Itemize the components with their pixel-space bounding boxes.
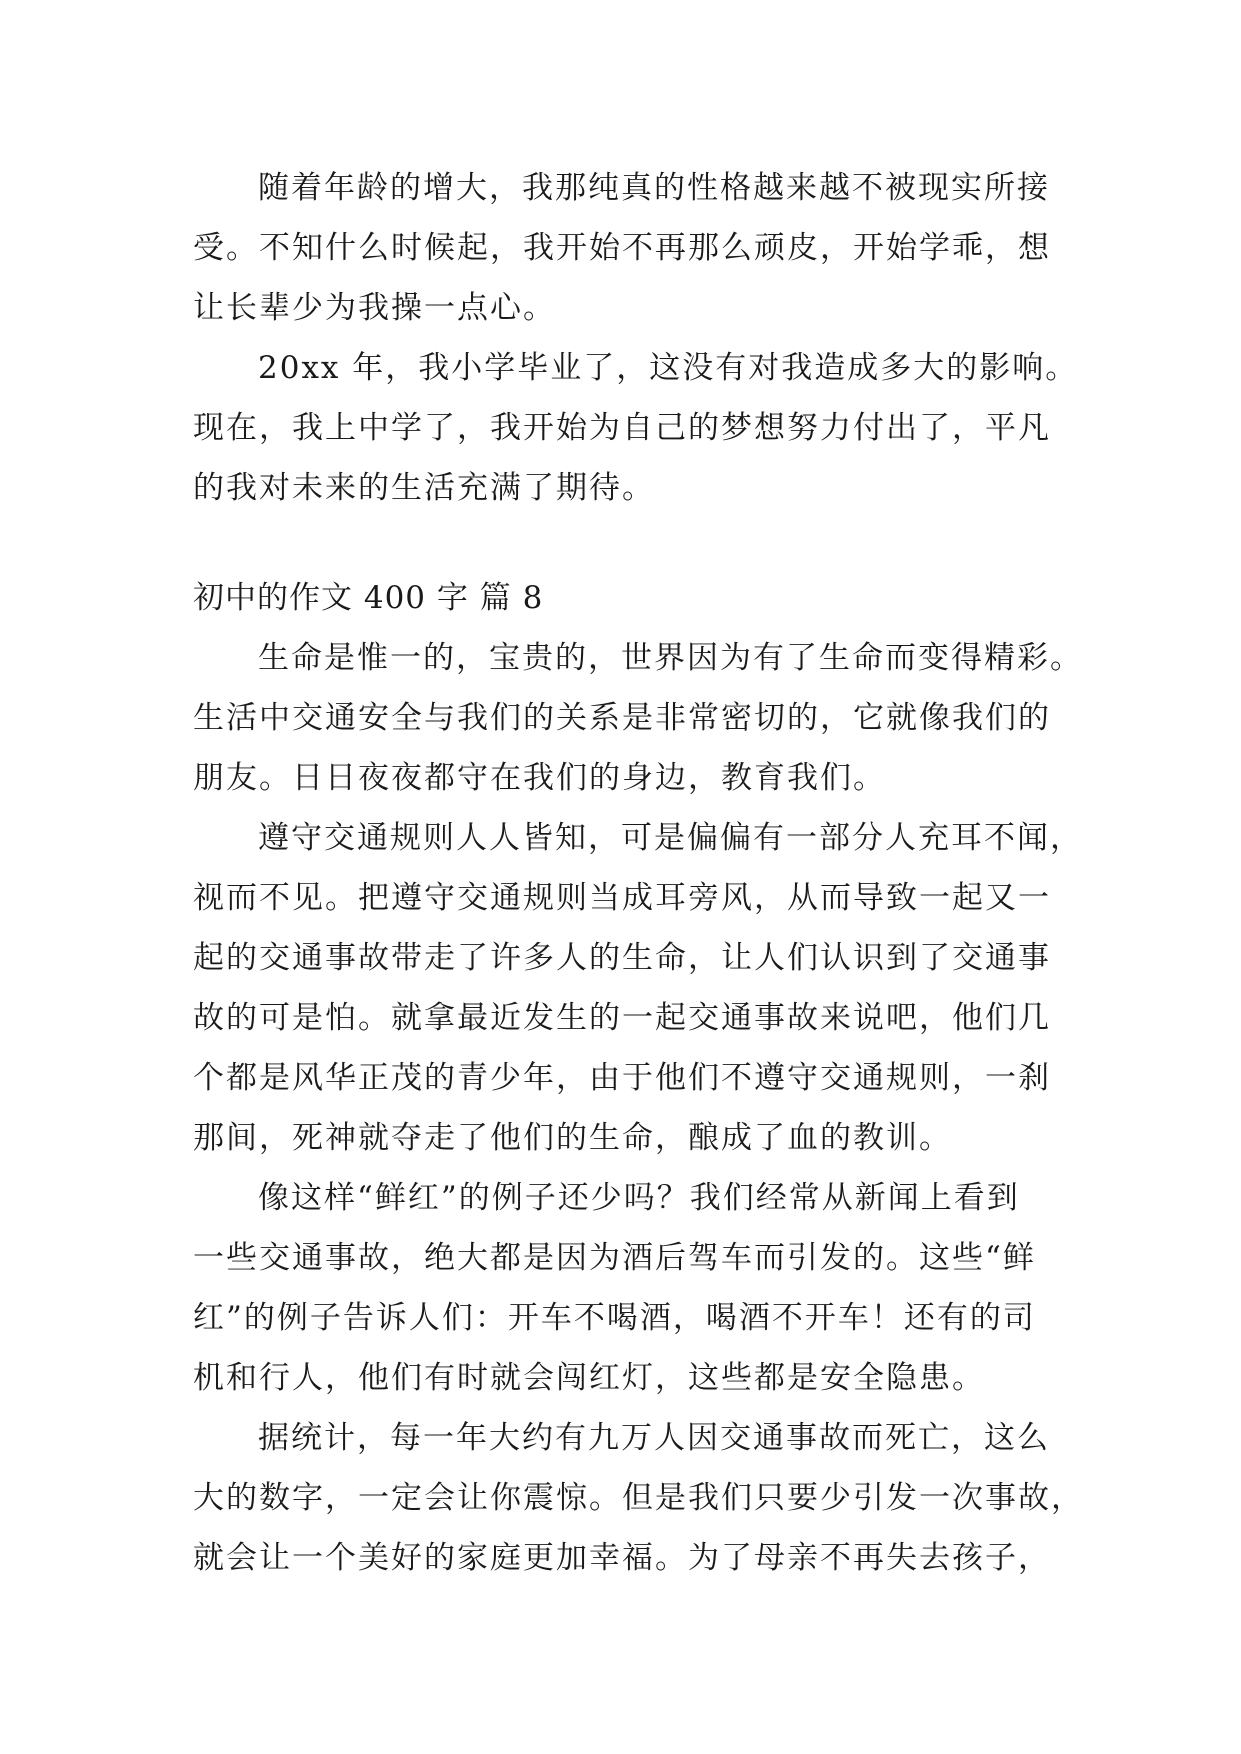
text-line: 受。不知什么时候起，我开始不再那么顽皮，开始学乖，想 (193, 230, 1051, 266)
text-line: 让长辈少为我操一点心。 (193, 290, 556, 326)
text-line: 故的可是怕。就拿最近发生的一起交通事故来说吧，他们几 (193, 1000, 1051, 1036)
text-line: 遵守交通规则人人皆知，可是偏偏有一部分人充耳不闻， (258, 820, 1083, 856)
text-line: 随着年龄的增大，我那纯真的性格越来越不被现实所接 (258, 170, 1050, 206)
text-line: 像这样“鲜红”的例子还少吗？我们经常从新闻上看到 (258, 1180, 1020, 1216)
section-title: 初中的作文 400 字 篇 8 (193, 580, 544, 616)
text-line: 生命是惟一的，宝贵的，世界因为有了生命而变得精彩。 (258, 640, 1083, 676)
text-line: 大的数字，一定会让你震惊。但是我们只要少引发一次事故， (193, 1480, 1084, 1516)
text-line: 20xx 年，我小学毕业了，这没有对我造成多大的影响。 (258, 350, 1079, 386)
text-line: 视而不见。把遵守交通规则当成耳旁风，从而导致一起又一 (193, 880, 1051, 916)
text-line: 生活中交通安全与我们的关系是非常密切的，它就像我们的 (193, 700, 1051, 736)
text-line: 起的交通事故带走了许多人的生命，让人们认识到了交通事 (193, 940, 1051, 976)
text-line: 朋友。日日夜夜都守在我们的身边，教育我们。 (193, 760, 886, 796)
text-line: 据统计，每一年大约有九万人因交通事故而死亡，这么 (258, 1420, 1050, 1456)
text-line: 红”的例子告诉人们：开车不喝酒，喝酒不开车！还有的司 (193, 1300, 1036, 1336)
text-line: 一些交通事故，绝大都是因为酒后驾车而引发的。这些“鲜 (193, 1240, 1036, 1276)
text-line: 的我对未来的生活充满了期待。 (193, 470, 655, 506)
text-line: 现在，我上中学了，我开始为自己的梦想努力付出了，平凡 (193, 410, 1051, 446)
text-line: 就会让一个美好的家庭更加幸福。为了母亲不再失去孩子， (193, 1540, 1051, 1576)
text-line: 那间，死神就夺走了他们的生命，酿成了血的教训。 (193, 1120, 952, 1156)
text-line: 个都是风华正茂的青少年，由于他们不遵守交通规则，一刹 (193, 1060, 1051, 1096)
text-line: 机和行人，他们有时就会闯红灯，这些都是安全隐患。 (193, 1360, 985, 1396)
